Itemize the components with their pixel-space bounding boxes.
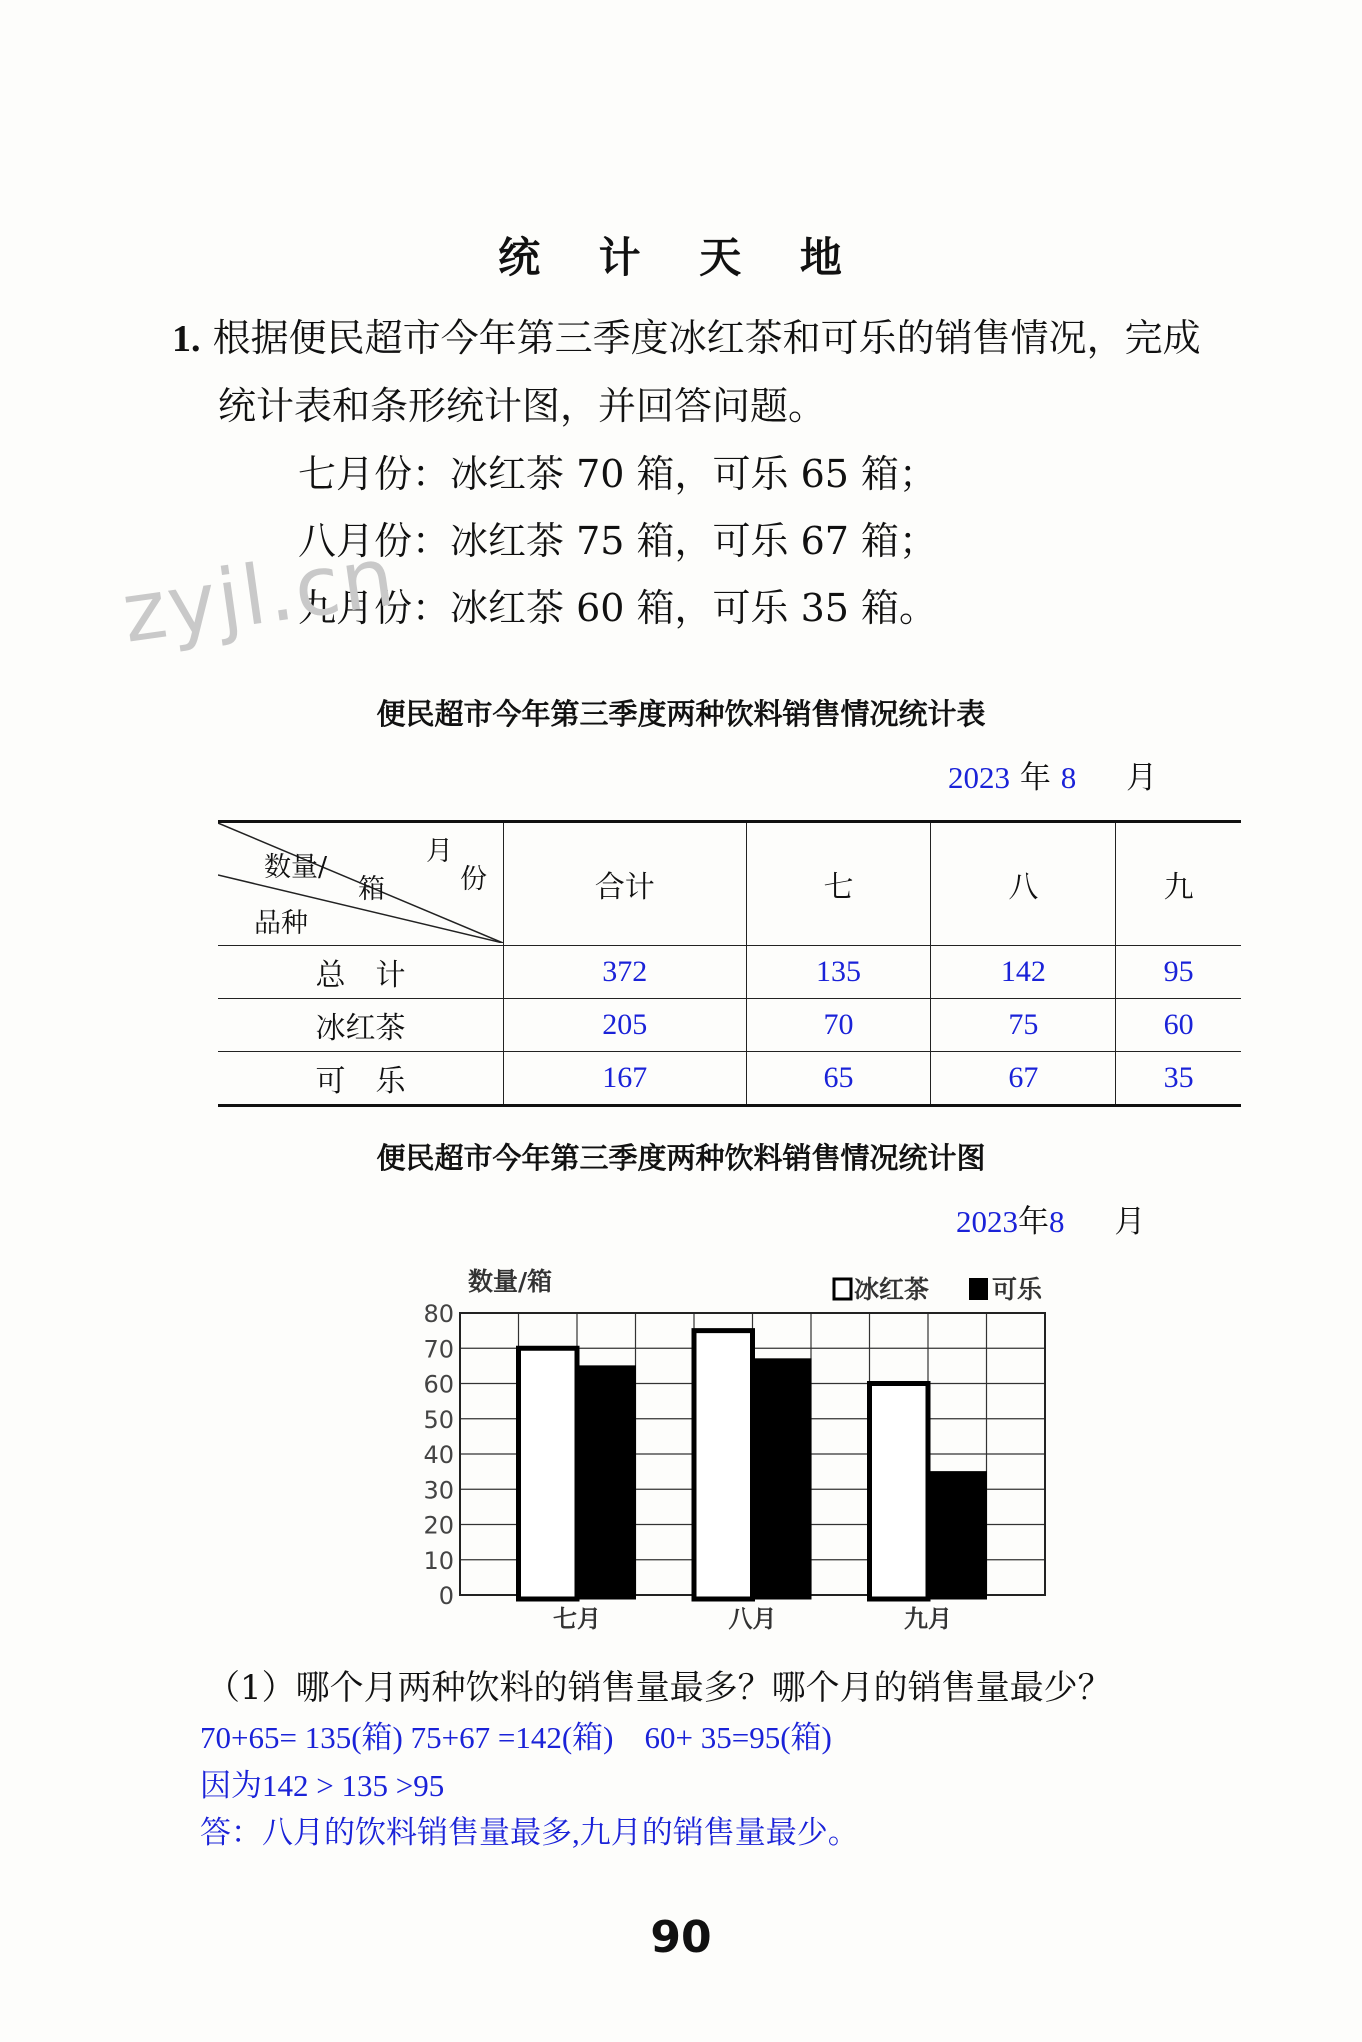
chart-caption: 便民超市今年第三季度两种饮料销售情况统计图 xyxy=(376,1141,986,1175)
question-line-2: 统计表和条形统计图，并回答问题。 xyxy=(218,384,827,428)
cell-value: 95 xyxy=(1116,946,1241,999)
legend-label-cola: 可乐 xyxy=(992,1275,1043,1304)
table-row-cola xyxy=(218,1052,1241,1106)
diag-quantity-label: 数量/ xyxy=(264,852,328,883)
bar-chart xyxy=(420,1265,1080,1635)
x-category-label: 七月 xyxy=(553,1605,601,1633)
diag-box-label: 箱 xyxy=(358,874,385,905)
chart-date xyxy=(956,1196,1145,1241)
cell-value: 167 xyxy=(504,1052,747,1106)
section-title: 统 计 天 地 xyxy=(498,233,864,282)
table-caption: 便民超市今年第三季度两种饮料销售情况统计表 xyxy=(376,697,986,731)
y-axis-label: 数量/箱 xyxy=(468,1267,553,1296)
sub-question: （1）哪个月两种饮料的销售量最多？哪个月的销售量最少？ xyxy=(206,1668,1112,1708)
question-line-1 xyxy=(172,316,1201,363)
statistics-table xyxy=(218,820,1241,1107)
chart-date-yue: 月 xyxy=(1114,1204,1146,1240)
cell-value: 75 xyxy=(931,999,1116,1052)
bar-iced-tea xyxy=(519,1348,578,1599)
legend-swatch-cola xyxy=(970,1279,987,1299)
y-tick-label: 30 xyxy=(423,1476,454,1505)
column-header-september: 九 xyxy=(1116,822,1241,946)
row-label: 总 计 xyxy=(218,946,504,999)
cell-value: 67 xyxy=(931,1052,1116,1106)
cell-value: 135 xyxy=(746,946,931,999)
table-date xyxy=(948,752,1157,797)
page-number: 90 xyxy=(650,1912,712,1963)
y-tick-label: 60 xyxy=(423,1370,454,1399)
cell-value: 372 xyxy=(504,946,747,999)
cell-value: 60 xyxy=(1116,999,1241,1052)
diag-fen-label: 份 xyxy=(460,864,487,895)
column-header-july: 七 xyxy=(746,822,931,946)
chart-date-nian: 年 xyxy=(1018,1204,1049,1240)
row-label: 可 乐 xyxy=(218,1052,504,1106)
cell-value: 70 xyxy=(746,999,931,1052)
bar-cola xyxy=(756,1359,812,1599)
calculation-line: 70+65= 135(箱) 75+67 =142(箱) 60+ 35=95(箱) xyxy=(200,1720,832,1755)
table-date-month: 8 xyxy=(1060,760,1077,795)
cell-value: 35 xyxy=(1116,1052,1241,1106)
column-header-total: 合计 xyxy=(504,822,747,946)
question-number: 1. xyxy=(172,318,201,360)
row-label: 冰红茶 xyxy=(218,999,504,1052)
y-tick-label: 40 xyxy=(423,1441,454,1469)
y-tick-label: 50 xyxy=(423,1405,454,1434)
comparison-line: 因为142 > 135 >95 xyxy=(200,1768,445,1803)
x-category-label: 九月 xyxy=(904,1605,952,1633)
data-line-september: 九月份：冰红茶 60 箱，可乐 35 箱。 xyxy=(298,586,938,630)
column-header-august: 八 xyxy=(931,822,1116,946)
y-tick-label: 70 xyxy=(423,1335,454,1364)
legend-swatch-iced-tea xyxy=(834,1279,851,1299)
table-date-yue: 月 xyxy=(1126,760,1158,796)
cell-value: 142 xyxy=(931,946,1116,999)
table-row-total xyxy=(218,946,1241,999)
table-date-nian: 年 xyxy=(1019,760,1051,796)
data-line-august: 八月份：冰红茶 75 箱，可乐 67 箱； xyxy=(298,519,938,563)
bar-iced-tea xyxy=(694,1331,753,1599)
data-line-july: 七月份：冰红茶 70 箱，可乐 65 箱； xyxy=(298,452,938,496)
watermark: zyjl.cn xyxy=(116,529,402,662)
chart-date-month: 8 xyxy=(1049,1204,1065,1239)
y-tick-label: 20 xyxy=(423,1511,454,1540)
x-category-label: 八月 xyxy=(728,1605,777,1633)
diag-variety-label: 品种 xyxy=(254,908,308,939)
table-date-year: 2023 xyxy=(948,760,1010,795)
answer-line: 答：八月的饮料销售量最多,九月的销售量最少。 xyxy=(200,1815,859,1850)
table-row-iced-tea xyxy=(218,999,1241,1052)
legend-label-iced-tea: 冰红茶 xyxy=(854,1275,930,1304)
diagonal-header-cell xyxy=(218,822,504,946)
diag-month-label: 月 xyxy=(426,836,453,867)
y-tick-label: 80 xyxy=(423,1300,454,1328)
question-text-1: 根据便民超市今年第三季度冰红茶和可乐的销售情况，完成 xyxy=(212,316,1201,360)
table-header-row xyxy=(218,822,1241,946)
y-tick-label: 10 xyxy=(423,1546,454,1575)
bar-cola xyxy=(580,1366,636,1599)
cell-value: 205 xyxy=(504,999,747,1052)
bar-cola xyxy=(931,1472,987,1599)
cell-value: 65 xyxy=(746,1052,931,1106)
y-tick-label: 0 xyxy=(438,1582,454,1610)
bar-iced-tea xyxy=(870,1384,929,1600)
chart-date-year: 2023 xyxy=(956,1204,1018,1239)
